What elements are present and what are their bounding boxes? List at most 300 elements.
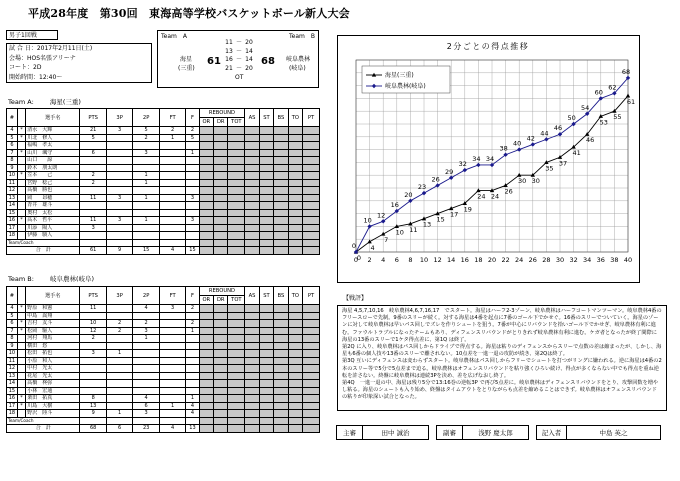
stat-to bbox=[288, 402, 302, 410]
table-row bbox=[7, 149, 320, 157]
comment-body: 海星 4,5,7,10,16 岐阜農林4,6,7,16,17 でスタート。海星はハーフ2-3ゾーン、岐阜農林はハーフコートマンツーマン。岐阜農林4番のフリースローで先制。9番のスリーが続く。対する海星は4番を起点に7番のゴール下でかせぐ。16番のスリーでついていく。海星のゾーンに対して岐阜農林は早いパス回しでズレを作りシュートを狙う。7番が中心にリバウンドを拾いゴール下でかせぎ、岐阜農林有利に進む。ファウルトラブルになったチームもあり、ディフェンスリバウンドがとりきれず岐阜農林有利に進む。ケガ者となったが終了間際に海星の13番のスリーで1ケタ得点差に、第1Q は終了。 第2Q に入り、岐阜農林はパス回しからドライブで得点する。海星は粘りのディフェンスからスリーで点数の差は縮まったが、しかし、海星も6番の個人技や13番のスリーで離されない。10点差を一進一退の攻防が続き、第2Qは終了。 第3Q 互いにディフェンスは変わらずスタート。岐阜農林はパス回しからフリーでシュートを打つがリングに嫌われる。逆に海星は4番の2本のスリー等で5分で5点差まで迫る。岐阜農林はオフェンスリバウンドを粘り強くひろい続け、得点が多くならない中でも得点を重ね逆転を許さない。終盤に岐阜農林は連続3Pを決め、差を広げなおし終了。 第4Q 一進一退の中、海星は残り5分で13:16巻の逆転3P で再び5点差に。岐阜農林はディフェンスリバウンドをとり、攻撃回数を増やし粘る。海星のシュートも入り始め、終盤はタイムアウトをとりながらも点差を縮めることはできず。岐阜農林はオフェンスリバウンドの粘りが印象深い試合となった。 bbox=[337, 305, 667, 411]
total-cell bbox=[274, 247, 288, 255]
coach-cell bbox=[259, 417, 273, 425]
x-tick-label: 2 bbox=[367, 256, 372, 264]
stat-dr bbox=[214, 402, 228, 410]
stat-st bbox=[259, 320, 273, 328]
stat-dr bbox=[214, 217, 228, 225]
starter-mark: * bbox=[17, 327, 25, 335]
team-a-label-text: Team A: bbox=[8, 98, 34, 106]
data-label: 20 bbox=[404, 190, 413, 199]
starter-mark bbox=[17, 312, 25, 320]
starter-mark bbox=[17, 164, 25, 172]
data-label: 38 bbox=[499, 144, 508, 153]
stat-p2: 1 bbox=[133, 217, 159, 225]
chart-title: 2分ごとの得点推移 bbox=[446, 42, 530, 51]
stat-bs bbox=[274, 305, 288, 313]
data-label: 13 bbox=[422, 220, 432, 229]
stat-as bbox=[245, 149, 259, 157]
stat-ft bbox=[159, 164, 185, 172]
data-label: 10 bbox=[395, 228, 404, 237]
data-label: 7 bbox=[384, 236, 389, 245]
stat-st bbox=[259, 372, 273, 380]
stat-to bbox=[288, 410, 302, 418]
legend-label: 岐阜農林(岐阜) bbox=[385, 83, 426, 91]
starter-mark: * bbox=[17, 127, 25, 135]
stat-pts: 11 bbox=[80, 194, 106, 202]
stat-as bbox=[245, 372, 259, 380]
stat-bs bbox=[274, 380, 288, 388]
stat-bs bbox=[274, 312, 288, 320]
stat-st bbox=[259, 134, 273, 142]
stat-st bbox=[259, 194, 273, 202]
stat-or bbox=[199, 365, 213, 373]
stat-pts bbox=[80, 232, 106, 240]
table-row bbox=[7, 134, 320, 142]
stat-ft bbox=[159, 327, 185, 335]
stat-ft bbox=[159, 357, 185, 365]
col-p2: 2P bbox=[133, 109, 159, 127]
stat-tot bbox=[228, 172, 245, 180]
stat-p2: 1 bbox=[133, 179, 159, 187]
stat-p2: 1 bbox=[133, 172, 159, 180]
stat-pt bbox=[303, 342, 320, 350]
stat-or bbox=[199, 209, 213, 217]
player-name: 宮野 稔己 bbox=[26, 179, 80, 187]
stat-bs bbox=[274, 134, 288, 142]
data-label: 34 bbox=[485, 154, 495, 163]
stat-ft bbox=[159, 232, 185, 240]
stat-to bbox=[288, 149, 302, 157]
player-number: 14 bbox=[7, 380, 18, 388]
player-name: 横田 悠 bbox=[26, 342, 80, 350]
stat-dr bbox=[214, 410, 228, 418]
stat-p2: 4 bbox=[133, 305, 159, 313]
vice-referee-name: 浅野 慶太郎 bbox=[463, 426, 529, 440]
stat-as bbox=[245, 305, 259, 313]
stat-f bbox=[186, 357, 199, 365]
starter-mark bbox=[17, 209, 25, 217]
chief-referee-label: 主審 bbox=[337, 426, 363, 440]
stat-dr bbox=[214, 342, 228, 350]
stat-p2: 4 bbox=[133, 395, 159, 403]
data-point bbox=[531, 142, 535, 146]
stat-or bbox=[199, 402, 213, 410]
stat-pt bbox=[303, 380, 320, 388]
starter-mark bbox=[17, 179, 25, 187]
stat-bs bbox=[274, 209, 288, 217]
data-label: 16 bbox=[390, 201, 399, 210]
stat-st bbox=[259, 142, 273, 150]
stat-or bbox=[199, 380, 213, 388]
stat-to bbox=[288, 172, 302, 180]
player-number: 10 bbox=[7, 172, 18, 180]
col-starter bbox=[17, 109, 25, 127]
table-row bbox=[7, 320, 320, 328]
stat-st bbox=[259, 357, 273, 365]
team-b-score: 68 bbox=[261, 56, 275, 67]
col-tot: TOT bbox=[228, 118, 245, 127]
x-tick-label: 20 bbox=[487, 256, 497, 264]
quarter-row bbox=[224, 73, 254, 82]
stat-ft bbox=[159, 372, 185, 380]
stat-st bbox=[259, 410, 273, 418]
stat-bs bbox=[274, 350, 288, 358]
col-or: OR bbox=[199, 296, 213, 305]
stat-as bbox=[245, 127, 259, 135]
stat-p3 bbox=[106, 157, 132, 165]
stat-pts bbox=[80, 142, 106, 150]
stat-pts bbox=[80, 357, 106, 365]
stat-tot bbox=[228, 187, 245, 195]
starter-mark bbox=[17, 410, 25, 418]
x-tick-label: 22 bbox=[501, 256, 510, 264]
stat-to bbox=[288, 179, 302, 187]
stat-p2 bbox=[133, 312, 159, 320]
stat-or bbox=[199, 350, 213, 358]
total-cell bbox=[259, 247, 273, 255]
stat-f bbox=[186, 209, 199, 217]
stat-p2 bbox=[133, 187, 159, 195]
stat-f bbox=[186, 142, 199, 150]
total-cell bbox=[214, 247, 228, 255]
starter-mark: * bbox=[17, 305, 25, 313]
data-label: 34 bbox=[472, 154, 481, 163]
stat-tot bbox=[228, 327, 245, 335]
stat-pts bbox=[80, 209, 106, 217]
player-name: 中村 光太 bbox=[26, 365, 80, 373]
coach-cell bbox=[288, 417, 302, 425]
stat-bs bbox=[274, 172, 288, 180]
table-row bbox=[7, 395, 320, 403]
stat-st bbox=[259, 365, 273, 373]
stat-pt bbox=[303, 402, 320, 410]
starter-mark bbox=[17, 187, 25, 195]
starter-mark: * bbox=[17, 402, 25, 410]
starter-mark bbox=[17, 372, 25, 380]
stat-as bbox=[245, 217, 259, 225]
quarter-separator: OT bbox=[235, 73, 244, 81]
total-row bbox=[7, 247, 320, 255]
data-label: 26 bbox=[504, 187, 513, 196]
data-label: 30 bbox=[531, 177, 540, 186]
stat-tot bbox=[228, 395, 245, 403]
stat-tot bbox=[228, 342, 245, 350]
stat-pts bbox=[80, 380, 106, 388]
stat-p2 bbox=[133, 209, 159, 217]
stat-pt bbox=[303, 365, 320, 373]
x-tick-label: 30 bbox=[555, 256, 565, 264]
col-rebound: REBOUND bbox=[199, 109, 245, 118]
data-point bbox=[517, 147, 521, 151]
stat-pts: 3 bbox=[80, 224, 106, 232]
stat-as bbox=[245, 387, 259, 395]
stat-f: 1 bbox=[186, 149, 199, 157]
stat-or bbox=[199, 187, 213, 195]
table-row bbox=[7, 387, 320, 395]
coach-cell bbox=[288, 239, 302, 247]
stat-or bbox=[199, 327, 213, 335]
coach-label: Team/Coach bbox=[7, 417, 80, 425]
starter-mark bbox=[17, 350, 25, 358]
stat-f bbox=[186, 312, 199, 320]
quarter-score-a bbox=[224, 73, 234, 82]
stat-p3 bbox=[106, 172, 132, 180]
data-label: 46 bbox=[553, 124, 563, 133]
stat-or bbox=[199, 134, 213, 142]
stat-as bbox=[245, 342, 259, 350]
stat-bs bbox=[274, 224, 288, 232]
coach-cell bbox=[245, 417, 259, 425]
table-row bbox=[7, 357, 320, 365]
col-name: 選手名 bbox=[26, 109, 80, 127]
stat-st bbox=[259, 335, 273, 343]
stat-pt bbox=[303, 387, 320, 395]
stat-ft: 1 bbox=[159, 134, 185, 142]
stat-bs bbox=[274, 395, 288, 403]
table-row bbox=[7, 217, 320, 225]
total-row bbox=[7, 425, 320, 433]
coach-cell bbox=[80, 417, 106, 425]
stat-p2: 3 bbox=[133, 410, 159, 418]
data-label: 37 bbox=[558, 159, 568, 168]
stat-as bbox=[245, 142, 259, 150]
x-tick-label: 0 bbox=[353, 256, 359, 264]
stat-p2: 6 bbox=[133, 402, 159, 410]
player-number: 15 bbox=[7, 387, 18, 395]
stat-pt bbox=[303, 224, 320, 232]
stat-bs bbox=[274, 202, 288, 210]
stat-or bbox=[199, 387, 213, 395]
quarter-row bbox=[224, 56, 254, 65]
stat-dr bbox=[214, 387, 228, 395]
stat-ft bbox=[159, 224, 185, 232]
stat-st bbox=[259, 312, 273, 320]
stat-st bbox=[259, 224, 273, 232]
total-cell bbox=[214, 425, 228, 433]
team-a-table bbox=[6, 108, 320, 255]
col-as: AS bbox=[245, 287, 259, 305]
stat-pts bbox=[80, 342, 106, 350]
col-dr: DR bbox=[214, 118, 228, 127]
player-name: 高橋 柊弥 bbox=[26, 380, 80, 388]
stat-to bbox=[288, 217, 302, 225]
stat-st bbox=[259, 327, 273, 335]
stat-dr bbox=[214, 372, 228, 380]
stat-dr bbox=[214, 172, 228, 180]
data-label: 50 bbox=[567, 114, 576, 122]
stat-to bbox=[288, 194, 302, 202]
stat-as bbox=[245, 209, 259, 217]
player-name: 松田 拓也 bbox=[26, 350, 80, 358]
team-a-heading bbox=[8, 99, 81, 106]
col-pt: PT bbox=[303, 109, 320, 127]
starter-mark bbox=[17, 335, 25, 343]
stat-st bbox=[259, 305, 273, 313]
player-name: 小林 宏通 bbox=[26, 387, 80, 395]
stat-p2 bbox=[133, 232, 159, 240]
stat-f: 2 bbox=[186, 305, 199, 313]
x-tick-label: 18 bbox=[474, 256, 483, 264]
chief-referee-name: 田中 誠治 bbox=[363, 426, 429, 440]
col-pts: PTS bbox=[80, 109, 106, 127]
stat-or bbox=[199, 410, 213, 418]
col-st: ST bbox=[259, 287, 273, 305]
starter-mark bbox=[17, 202, 25, 210]
stat-p3 bbox=[106, 305, 132, 313]
stat-p3 bbox=[106, 402, 132, 410]
col-no: # bbox=[7, 109, 18, 127]
stat-ft: 1 bbox=[159, 402, 185, 410]
stat-f bbox=[186, 380, 199, 388]
starter-mark bbox=[17, 194, 25, 202]
stat-pt bbox=[303, 372, 320, 380]
stat-p2: 3 bbox=[133, 327, 159, 335]
player-name: 奥村 太松 bbox=[26, 209, 80, 217]
stat-p3 bbox=[106, 365, 132, 373]
stat-p2: 5 bbox=[133, 127, 159, 135]
stat-bs bbox=[274, 372, 288, 380]
col-or: OR bbox=[199, 118, 213, 127]
stat-f bbox=[186, 365, 199, 373]
game-venue: 会場：HOS名張アリーナ bbox=[9, 54, 76, 62]
data-label: 30 bbox=[518, 177, 527, 186]
player-name: 山口 諒 bbox=[26, 157, 80, 165]
stat-bs bbox=[274, 232, 288, 240]
stat-st bbox=[259, 179, 273, 187]
player-number: 18 bbox=[7, 232, 18, 240]
stat-to bbox=[288, 134, 302, 142]
stat-dr bbox=[214, 232, 228, 240]
stat-st bbox=[259, 157, 273, 165]
stat-as bbox=[245, 395, 259, 403]
stat-f bbox=[186, 172, 199, 180]
stat-tot bbox=[228, 335, 245, 343]
quarter-score-b: 20 bbox=[245, 65, 253, 73]
stat-st bbox=[259, 202, 273, 210]
stat-p3 bbox=[106, 312, 132, 320]
data-label: 19 bbox=[463, 205, 472, 214]
coach-cell bbox=[80, 239, 106, 247]
col-pt: PT bbox=[303, 287, 320, 305]
starter-mark bbox=[17, 157, 25, 165]
stat-as bbox=[245, 232, 259, 240]
stat-dr bbox=[214, 335, 228, 343]
stat-or bbox=[199, 157, 213, 165]
stat-p2 bbox=[133, 224, 159, 232]
stat-f: 5 bbox=[186, 134, 199, 142]
stat-dr bbox=[214, 312, 228, 320]
stat-bs bbox=[274, 164, 288, 172]
coach-cell bbox=[228, 417, 245, 425]
col-to: TO bbox=[288, 109, 302, 127]
table-row bbox=[7, 410, 320, 418]
starter-mark bbox=[17, 357, 25, 365]
stat-p3 bbox=[106, 134, 132, 142]
player-name: 高木 哲平 bbox=[26, 217, 80, 225]
player-name: 吉村 友斗 bbox=[26, 320, 80, 328]
stat-p3: 2 bbox=[106, 320, 132, 328]
stat-f bbox=[186, 350, 199, 358]
stat-pt bbox=[303, 312, 320, 320]
data-label: 4 bbox=[370, 243, 375, 252]
quarter-score-a: 21 bbox=[225, 65, 233, 73]
stat-to bbox=[288, 142, 302, 150]
stat-as bbox=[245, 179, 259, 187]
stat-p3 bbox=[106, 232, 132, 240]
stat-tot bbox=[228, 194, 245, 202]
stat-pts bbox=[80, 312, 106, 320]
stat-tot bbox=[228, 149, 245, 157]
data-label: 62 bbox=[608, 83, 617, 92]
game-start: 開始時間：12:40～ bbox=[9, 73, 63, 81]
total-cell bbox=[259, 425, 273, 433]
round-label-box bbox=[6, 30, 58, 40]
total-cell bbox=[245, 247, 259, 255]
player-number: 15 bbox=[7, 209, 18, 217]
stat-tot bbox=[228, 224, 245, 232]
table-row bbox=[7, 342, 320, 350]
stat-p3 bbox=[106, 224, 132, 232]
stat-f bbox=[186, 232, 199, 240]
coach-cell bbox=[214, 417, 228, 425]
player-name: 松岡 駆人 bbox=[26, 327, 80, 335]
col-st: ST bbox=[259, 109, 273, 127]
data-point bbox=[476, 163, 480, 167]
stat-bs bbox=[274, 402, 288, 410]
stat-tot bbox=[228, 365, 245, 373]
stat-p3 bbox=[106, 209, 132, 217]
stat-pt bbox=[303, 320, 320, 328]
stat-p3 bbox=[106, 179, 132, 187]
stat-st bbox=[259, 217, 273, 225]
stat-bs bbox=[274, 149, 288, 157]
stat-pts: 8 bbox=[80, 395, 106, 403]
player-number: 5 bbox=[7, 134, 18, 142]
stat-p3 bbox=[106, 387, 132, 395]
stat-as bbox=[245, 402, 259, 410]
stat-tot bbox=[228, 380, 245, 388]
stat-as bbox=[245, 194, 259, 202]
stat-f bbox=[186, 342, 199, 350]
recorder-label: 記入者 bbox=[537, 426, 567, 440]
player-name: 野原 和憲 bbox=[26, 305, 80, 313]
stat-dr bbox=[214, 134, 228, 142]
player-number: 12 bbox=[7, 187, 18, 195]
stat-pt bbox=[303, 209, 320, 217]
total-cell bbox=[303, 425, 320, 433]
stat-pts: 5 bbox=[80, 134, 106, 142]
x-tick-label: 4 bbox=[381, 256, 386, 264]
stat-tot bbox=[228, 202, 245, 210]
stat-dr bbox=[214, 209, 228, 217]
stat-st bbox=[259, 164, 273, 172]
stat-to bbox=[288, 365, 302, 373]
col-pts: PTS bbox=[80, 287, 106, 305]
stat-pts: 9 bbox=[80, 410, 106, 418]
header-row bbox=[7, 109, 320, 118]
quarter-score-b: 20 bbox=[245, 39, 253, 47]
player-number: 5 bbox=[7, 312, 18, 320]
stat-pt bbox=[303, 327, 320, 335]
score-progression-chart bbox=[337, 35, 640, 283]
data-label: 15 bbox=[436, 215, 445, 224]
data-label: 68 bbox=[621, 67, 631, 76]
x-tick-label: 14 bbox=[447, 256, 456, 264]
stat-tot bbox=[228, 157, 245, 165]
player-number: 17 bbox=[7, 402, 18, 410]
stat-p2 bbox=[133, 387, 159, 395]
